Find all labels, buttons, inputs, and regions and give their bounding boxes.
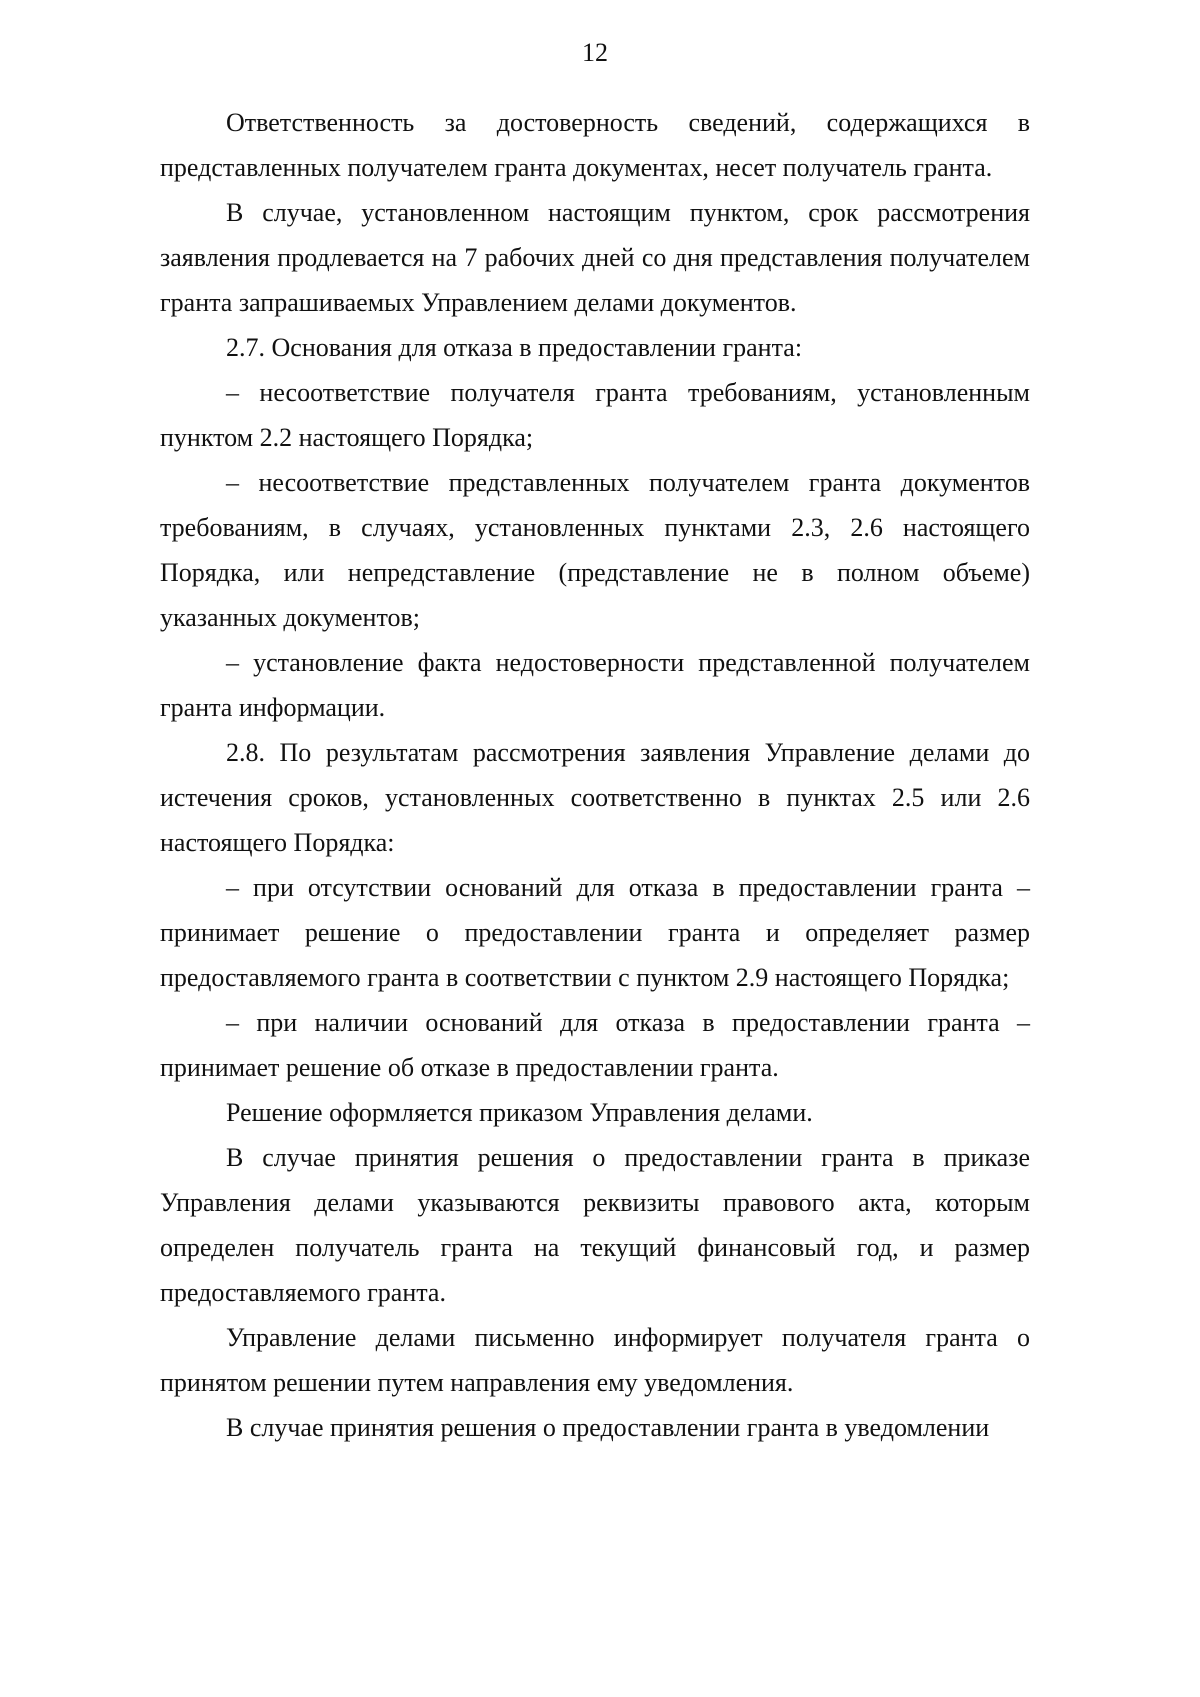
paragraph-2-8-heading: 2.8. По результатам рассмотрения заявления Управление делами до истечения сроков, установленных соответственно в пунктах 2.5 или 2.6 настоящего Порядка: — [160, 738, 1030, 857]
document-body — [160, 100, 1030, 1450]
paragraph-review-extension: В случае, установленном настоящим пунктом, срок рассмотрения заявления продлевается на 7 рабочих дней со дня представления получателем гранта запрашиваемых Управлением делами документов. — [160, 198, 1030, 317]
list-item-refusal-requirements: – несоответствие получателя гранта требованиям, установленным пунктом 2.2 настоящего Порядка; — [160, 378, 1030, 452]
paragraph-decision-order: Решение оформляется приказом Управления делами. — [226, 1098, 813, 1127]
list-item-refusal-documents: – несоответствие представленных получателем гранта документов требованиям, в случаях, установленных пунктами 2.3, 2.6 настоящего Порядка, или непредставление (представление не в полном объеме) указанных документов; — [160, 468, 1030, 632]
list-item-decision-grant: – при отсутствии оснований для отказа в предоставлении гранта – принимает решение о предоставлении гранта и определяет размер предоставляемого гранта в соответствии с пунктом 2.9 настоящего Порядка; — [160, 873, 1030, 992]
paragraph-responsibility: Ответственность за достоверность сведений, содержащихся в представленных получателем гранта документах, несет получатель гранта. — [160, 108, 1030, 182]
list-item-decision-refusal: – при наличии оснований для отказа в предоставлении гранта – принимает решение об отказе в предоставлении гранта. — [160, 1008, 1030, 1082]
page-number: 12 — [582, 38, 608, 67]
paragraph-notification: Управление делами письменно информирует получателя гранта о принятом решении путем направления ему уведомления. — [160, 1323, 1030, 1397]
paragraph-order-details: В случае принятия решения о предоставлении гранта в приказе Управления делами указываются реквизиты правового акта, которым определен получатель гранта на текущий финансовый год, и размер предоставляемого гранта. — [160, 1143, 1030, 1307]
paragraph-notification-content: В случае принятия решения о предоставлении гранта в уведомлении — [226, 1413, 990, 1442]
paragraph-2-7-heading: 2.7. Основания для отказа в предоставлении гранта: — [226, 333, 803, 362]
list-item-refusal-false-info: – установление факта недостоверности представленной получателем гранта информации. — [160, 648, 1030, 722]
